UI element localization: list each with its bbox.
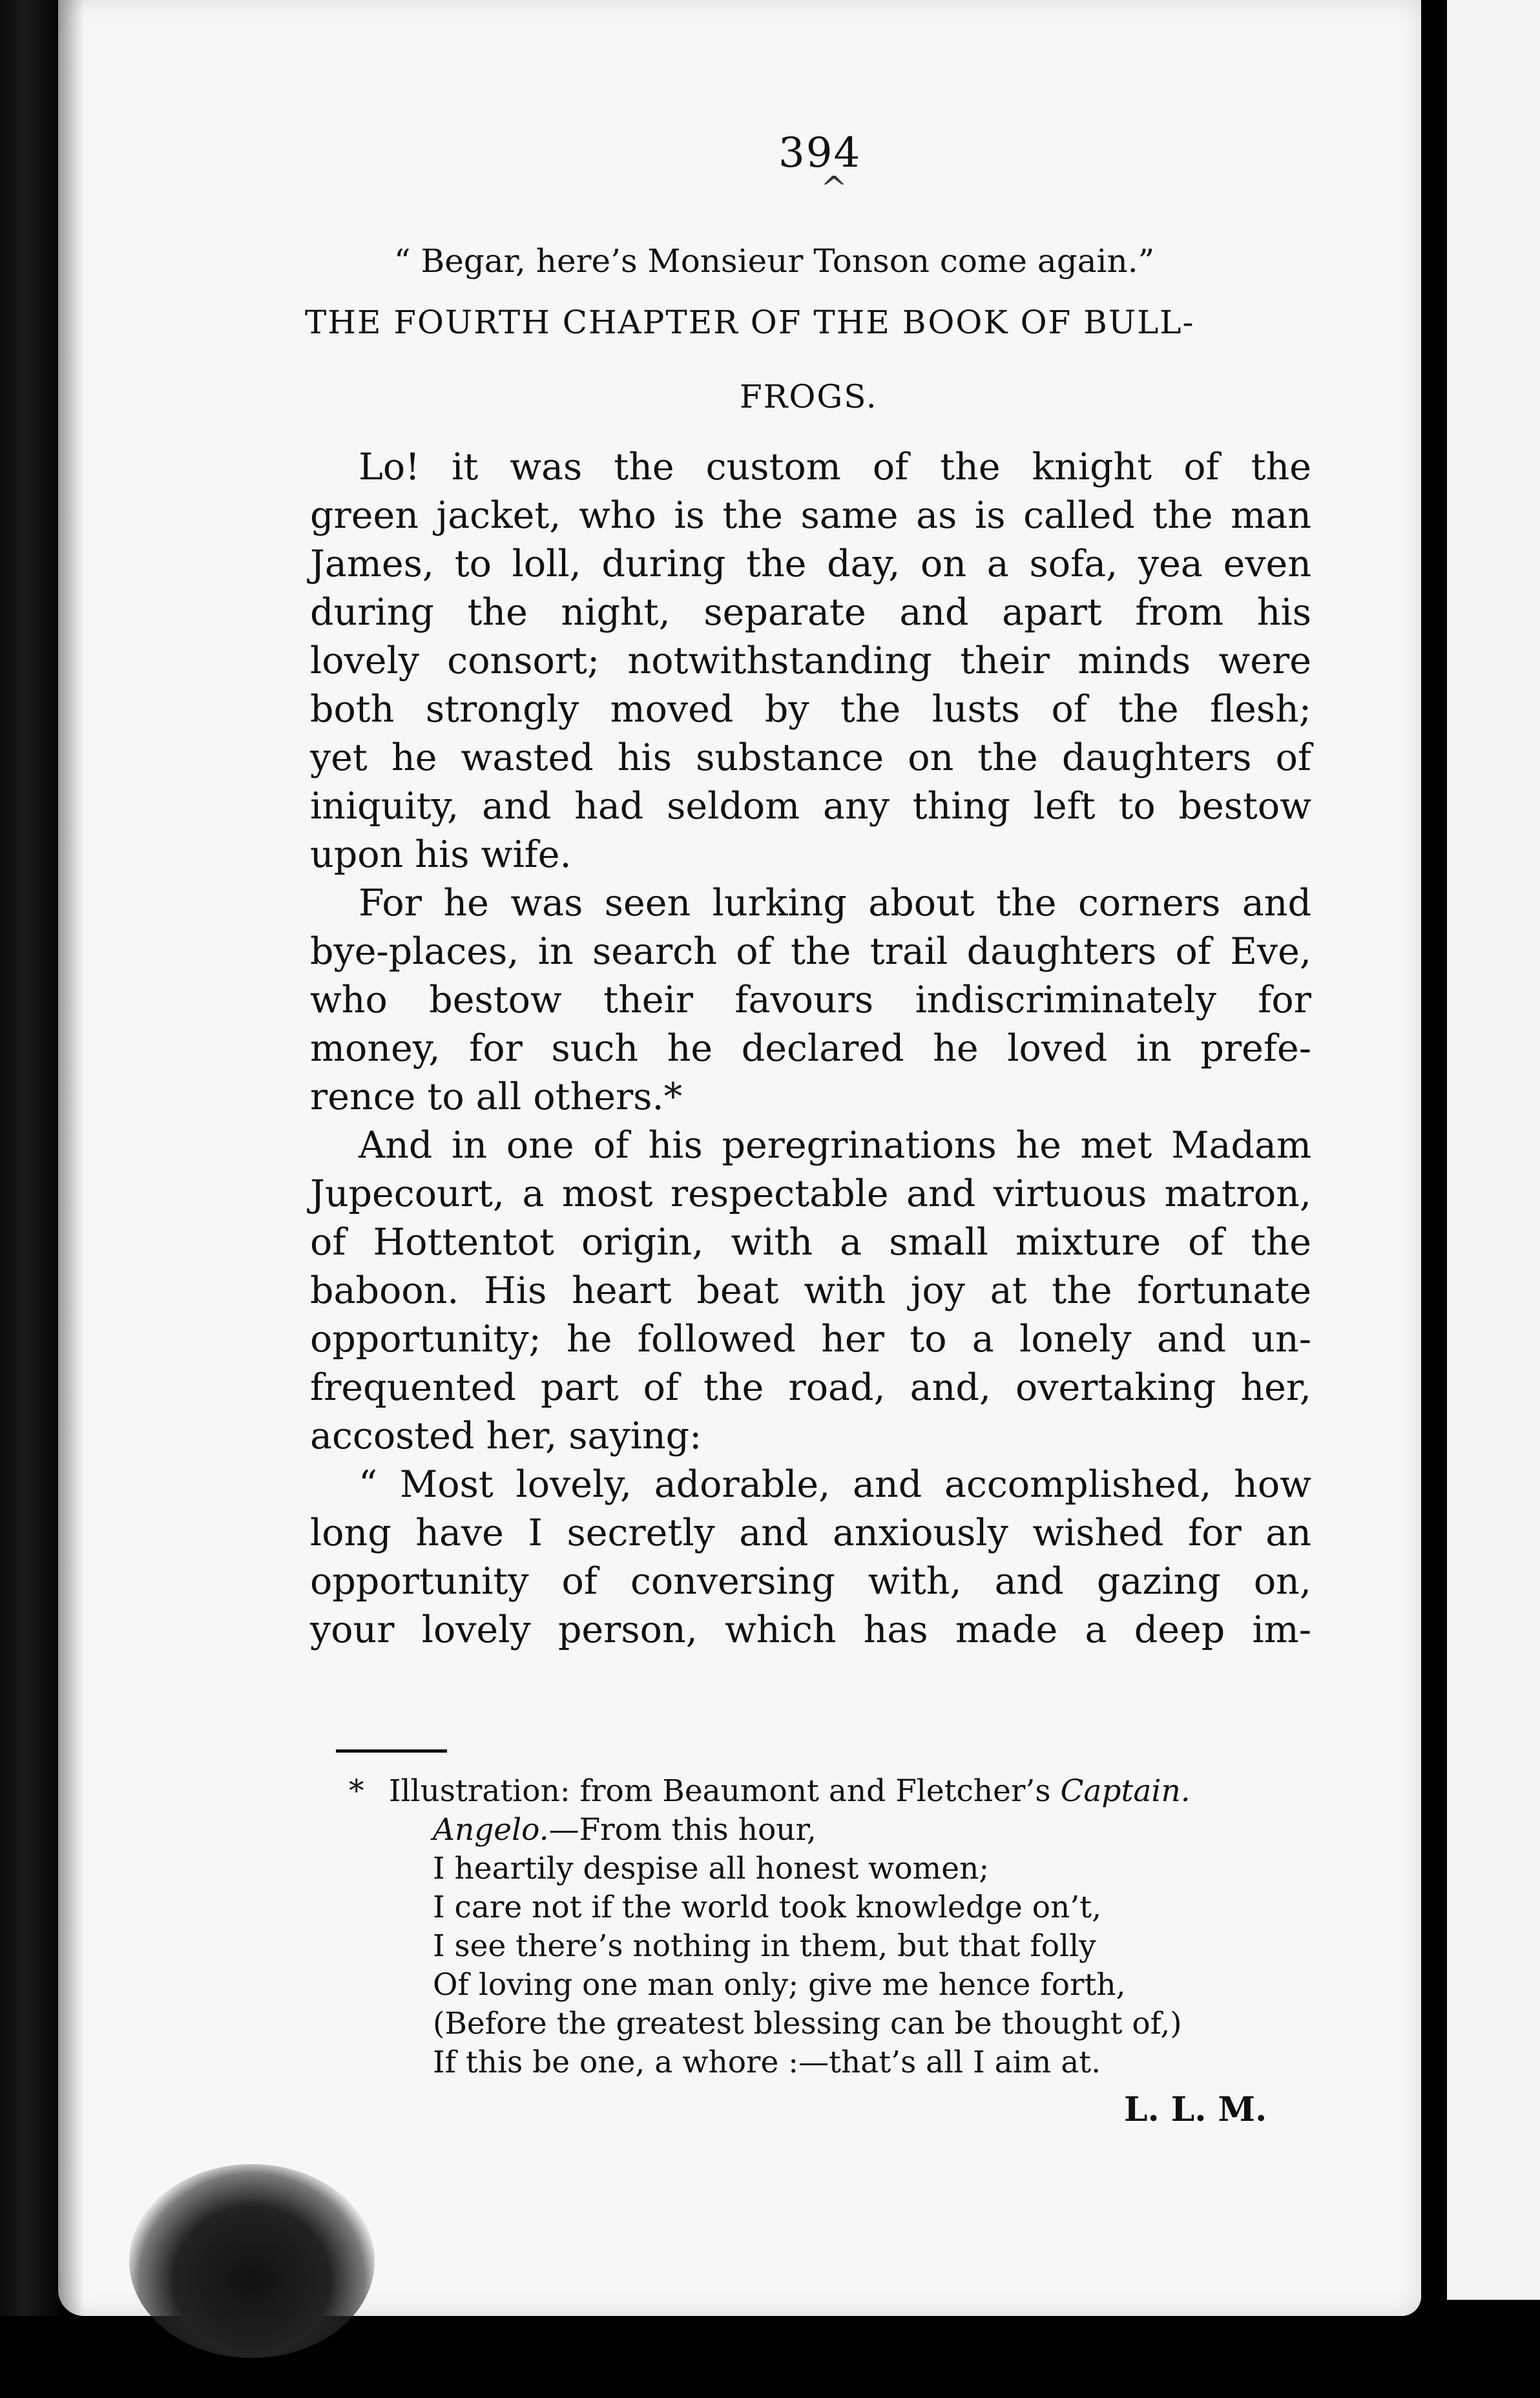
gutter-shadow	[58, 0, 84, 2316]
footnote-verse-line: (Before the greatest blessing can be thought of,)	[433, 2006, 1182, 2041]
body-line: both strongly moved by the lusts of the flesh;	[310, 688, 1311, 731]
body-line: Lo! it was the custom of the knight of the	[359, 446, 1311, 488]
body-line: upon his wife.	[310, 833, 572, 876]
footnote-speaker: Angelo.	[433, 1812, 549, 1848]
body-line: baboon. His heart beat with joy at the fortunate	[310, 1269, 1311, 1312]
chapter-title-continued: FROGS.	[740, 378, 878, 415]
body-line: during the night, separate and apart from his	[310, 591, 1311, 634]
footnote-marker: *	[349, 1773, 364, 1809]
footnote-intro-italic: Captain.	[1060, 1773, 1191, 1809]
body-line: iniquity, and had seldom any thing left to bestow	[310, 785, 1311, 828]
body-line: rence to all others.*	[310, 1076, 683, 1118]
handwritten-correction-mark: ^	[820, 169, 848, 207]
body-line: accosted her, saying:	[310, 1415, 702, 1457]
body-line: bye-places, in search of the trail daughters of Eve,	[310, 930, 1311, 973]
page-number: 394	[778, 129, 862, 177]
body-line: opportunity of conversing with, and gazing on,	[310, 1560, 1311, 1603]
body-line: lovely consort; notwithstanding their minds were	[310, 640, 1311, 682]
body-line: your lovely person, which has made a deep im-	[310, 1609, 1311, 1651]
footnote-verse-line: I heartily despise all honest women;	[433, 1851, 990, 1886]
page-gap	[1421, 0, 1447, 2398]
body-line: For he was seen lurking about the corners and	[359, 882, 1311, 924]
body-line: frequented part of the road, and, overtaking her,	[310, 1366, 1311, 1409]
footnote-verse-line: Of loving one man only; give me hence forth,	[433, 1967, 1126, 2003]
body-line: “ Most lovely, adorable, and accomplished, how	[359, 1463, 1311, 1506]
body-line: opportunity; he followed her to a lonely and un-	[310, 1318, 1311, 1361]
footnote-verse-line: I see there’s nothing in them, but that folly	[433, 1928, 1096, 1964]
footnote-rule	[336, 1749, 447, 1753]
body-line: who bestow their favours indiscriminately for	[310, 979, 1311, 1021]
footnote-signature: L. L. M.	[1124, 2090, 1267, 2129]
footnote-verse-line: If this be one, a whore :—that’s all I aim at.	[433, 2045, 1101, 2080]
facing-page-sliver	[1447, 0, 1540, 2300]
footnote-line1-rest: —From this hour,	[548, 1812, 817, 1848]
body-line: James, to loll, during the day, on a sofa, yea even	[310, 543, 1311, 585]
footnote-intro: Illustration: from Beaumont and Fletcher’s	[388, 1773, 1051, 1809]
thumb-shadow-blot	[129, 2164, 375, 2358]
body-line: long have I secretly and anxiously wished for an	[310, 1512, 1311, 1554]
footnote-intro-line	[349, 1773, 1191, 1809]
body-line: green jacket, who is the same as is called the man	[310, 494, 1311, 537]
footnote-speaker-line	[433, 1812, 817, 1848]
footnote-verse-line: I care not if the world took knowledge on’t,	[433, 1890, 1102, 1925]
body-line: of Hottentot origin, with a small mixture of the	[310, 1221, 1311, 1264]
epigraph: “ Begar, here’s Monsieur Tonson come again.”	[394, 242, 1155, 280]
chapter-title: THE FOURTH CHAPTER OF THE BOOK OF BULL-	[305, 304, 1195, 341]
body-line: money, for such he declared he loved in prefe-	[310, 1027, 1311, 1070]
binding-shadow	[0, 0, 58, 2398]
body-line: Jupecourt, a most respectable and virtuous matron,	[310, 1173, 1311, 1215]
body-line: And in one of his peregrinations he met Madam	[359, 1124, 1311, 1167]
body-line: yet he wasted his substance on the daughters of	[310, 736, 1311, 779]
